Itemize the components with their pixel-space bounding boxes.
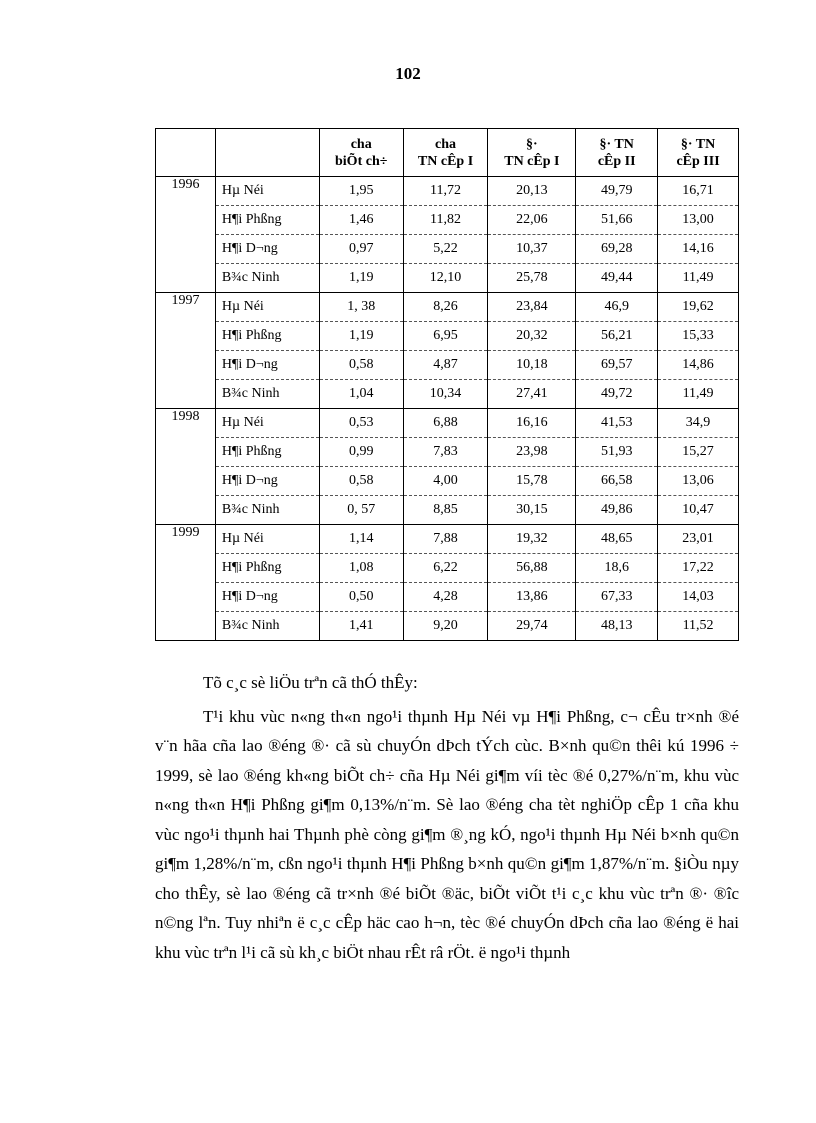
location-cell: B¾c Ninh <box>215 380 319 409</box>
location-cell: Hµ Néi <box>215 525 319 554</box>
value-cell: 56,88 <box>488 554 576 583</box>
value-cell: 23,84 <box>488 293 576 322</box>
value-cell: 1, 38 <box>319 293 403 322</box>
value-cell: 12,10 <box>403 264 488 293</box>
value-cell: 8,85 <box>403 496 488 525</box>
value-cell: 14,03 <box>658 583 739 612</box>
value-cell: 6,95 <box>403 322 488 351</box>
value-cell: 69,28 <box>576 235 658 264</box>
value-cell: 6,88 <box>403 409 488 438</box>
table-row <box>156 206 739 235</box>
value-cell: 22,06 <box>488 206 576 235</box>
value-cell: 66,58 <box>576 467 658 496</box>
value-cell: 1,04 <box>319 380 403 409</box>
value-cell: 49,44 <box>576 264 658 293</box>
value-cell: 7,83 <box>403 438 488 467</box>
table-row <box>156 409 739 438</box>
column-header: cha biÕt ch÷ <box>319 129 403 177</box>
value-cell: 10,18 <box>488 351 576 380</box>
location-cell: H¶i Phßng <box>215 438 319 467</box>
value-cell: 34,9 <box>658 409 739 438</box>
value-cell: 9,20 <box>403 612 488 641</box>
body-text <box>155 668 739 971</box>
value-cell: 23,98 <box>488 438 576 467</box>
location-cell: Hµ Néi <box>215 409 319 438</box>
table-header-row <box>156 129 739 177</box>
table-row <box>156 554 739 583</box>
value-cell: 4,00 <box>403 467 488 496</box>
value-cell: 1,08 <box>319 554 403 583</box>
column-header: cha TN cÊp I <box>403 129 488 177</box>
value-cell: 0,97 <box>319 235 403 264</box>
value-cell: 56,21 <box>576 322 658 351</box>
intro-line: Tõ c¸c sè liÖu trªn cã thÓ thÊy: <box>203 673 418 692</box>
value-cell: 7,88 <box>403 525 488 554</box>
value-cell: 46,9 <box>576 293 658 322</box>
value-cell: 6,22 <box>403 554 488 583</box>
table-body <box>156 177 739 641</box>
year-cell: 1998 <box>156 409 216 525</box>
value-cell: 11,72 <box>403 177 488 206</box>
location-cell: H¶i Phßng <box>215 554 319 583</box>
value-cell: 15,78 <box>488 467 576 496</box>
value-cell: 11,52 <box>658 612 739 641</box>
value-cell: 18,6 <box>576 554 658 583</box>
year-cell: 1999 <box>156 525 216 641</box>
value-cell: 15,27 <box>658 438 739 467</box>
value-cell: 48,65 <box>576 525 658 554</box>
value-cell: 10,37 <box>488 235 576 264</box>
column-header: §· TN cÊp III <box>658 129 739 177</box>
year-cell: 1997 <box>156 293 216 409</box>
value-cell: 23,01 <box>658 525 739 554</box>
value-cell: 13,06 <box>658 467 739 496</box>
value-cell: 67,33 <box>576 583 658 612</box>
value-cell: 16,16 <box>488 409 576 438</box>
value-cell: 20,32 <box>488 322 576 351</box>
location-cell: B¾c Ninh <box>215 496 319 525</box>
analysis-paragraph: T¹i khu vùc n«ng th«n ngo¹i thµnh Hµ Néi vµ H¶i Phßng, c¬ cÊu tr×nh ®é v¨n hãa cña lao ®éng ®· cã sù chuyÓn dÞch tÝch cùc. B×nh qu©n thêi kú 1996 ÷ 1999, sè lao ®éng kh«ng biÕt ch÷ cña Hµ Néi gi¶m víi tèc ®é 0,27%/n¨m, khu vùc n«ng th«n H¶i Phßng gi¶m 0,13%/n¨m. Sè lao ®éng cha tèt nghiÖp cÊp 1 cña khu vùc ngo¹i thµnh hai Thµnh phè còng gi¶m ®¸ng kÓ, ngo¹i thµnh Hµ Néi b×nh qu©n gi¶m 1,28%/n¨m, cßn ngo¹i thµnh H¶i Phßng b×nh qu©n gi¶m 1,87%/n¨m. §iÒu nµy cho thÊy, sè lao ®éng cã tr×nh ®é biÕt ®äc, biÕt viÕt t¹i c¸c khu vùc trªn ®· ®îc n©ng lªn. Tuy nhiªn ë c¸c cÊp häc cao h¬n, tèc ®é chuyÓn dÞch cña lao ®éng ë hai khu vùc trªn l¹i cã sù kh¸c biÖt nhau rÊt râ rÖt. ë ngo¹i thµnh <box>155 706 739 962</box>
value-cell: 29,74 <box>488 612 576 641</box>
value-cell: 41,53 <box>576 409 658 438</box>
value-cell: 16,71 <box>658 177 739 206</box>
value-cell: 13,86 <box>488 583 576 612</box>
value-cell: 1,46 <box>319 206 403 235</box>
table-row <box>156 525 739 554</box>
value-cell: 11,49 <box>658 380 739 409</box>
value-cell: 19,32 <box>488 525 576 554</box>
value-cell: 11,49 <box>658 264 739 293</box>
value-cell: 1,19 <box>319 264 403 293</box>
column-header: §· TN cÊp I <box>488 129 576 177</box>
value-cell: 69,57 <box>576 351 658 380</box>
location-cell: H¶i Phßng <box>215 322 319 351</box>
value-cell: 10,47 <box>658 496 739 525</box>
value-cell: 51,93 <box>576 438 658 467</box>
location-cell: H¶i D¬ng <box>215 467 319 496</box>
value-cell: 0,99 <box>319 438 403 467</box>
table-row <box>156 612 739 641</box>
page-number: 102 <box>395 64 421 83</box>
value-cell: 49,79 <box>576 177 658 206</box>
value-cell: 0,58 <box>319 351 403 380</box>
location-cell: Hµ Néi <box>215 293 319 322</box>
table-row <box>156 380 739 409</box>
table-row <box>156 177 739 206</box>
value-cell: 0, 57 <box>319 496 403 525</box>
value-cell: 48,13 <box>576 612 658 641</box>
value-cell: 30,15 <box>488 496 576 525</box>
value-cell: 51,66 <box>576 206 658 235</box>
value-cell: 1,14 <box>319 525 403 554</box>
table-row <box>156 496 739 525</box>
value-cell: 27,41 <box>488 380 576 409</box>
value-cell: 17,22 <box>658 554 739 583</box>
table-row <box>156 235 739 264</box>
value-cell: 14,86 <box>658 351 739 380</box>
location-cell: H¶i D¬ng <box>215 235 319 264</box>
value-cell: 15,33 <box>658 322 739 351</box>
column-header <box>156 129 216 177</box>
value-cell: 4,87 <box>403 351 488 380</box>
location-cell: B¾c Ninh <box>215 612 319 641</box>
value-cell: 10,34 <box>403 380 488 409</box>
value-cell: 5,22 <box>403 235 488 264</box>
value-cell: 14,16 <box>658 235 739 264</box>
location-cell: Hµ Néi <box>215 177 319 206</box>
table-row <box>156 264 739 293</box>
value-cell: 11,82 <box>403 206 488 235</box>
value-cell: 1,19 <box>319 322 403 351</box>
location-cell: H¶i D¬ng <box>215 351 319 380</box>
value-cell: 0,53 <box>319 409 403 438</box>
column-header <box>215 129 319 177</box>
value-cell: 8,26 <box>403 293 488 322</box>
table-row <box>156 322 739 351</box>
education-table <box>155 128 739 641</box>
value-cell: 19,62 <box>658 293 739 322</box>
value-cell: 1,95 <box>319 177 403 206</box>
value-cell: 0,50 <box>319 583 403 612</box>
value-cell: 49,86 <box>576 496 658 525</box>
value-cell: 1,41 <box>319 612 403 641</box>
table-row <box>156 351 739 380</box>
location-cell: H¶i D¬ng <box>215 583 319 612</box>
location-cell: B¾c Ninh <box>215 264 319 293</box>
table-row <box>156 438 739 467</box>
year-cell: 1996 <box>156 177 216 293</box>
value-cell: 25,78 <box>488 264 576 293</box>
value-cell: 49,72 <box>576 380 658 409</box>
value-cell: 20,13 <box>488 177 576 206</box>
value-cell: 0,58 <box>319 467 403 496</box>
value-cell: 4,28 <box>403 583 488 612</box>
table-row <box>156 293 739 322</box>
column-header: §· TN cÊp II <box>576 129 658 177</box>
location-cell: H¶i Phßng <box>215 206 319 235</box>
table-row <box>156 583 739 612</box>
table-row <box>156 467 739 496</box>
value-cell: 13,00 <box>658 206 739 235</box>
